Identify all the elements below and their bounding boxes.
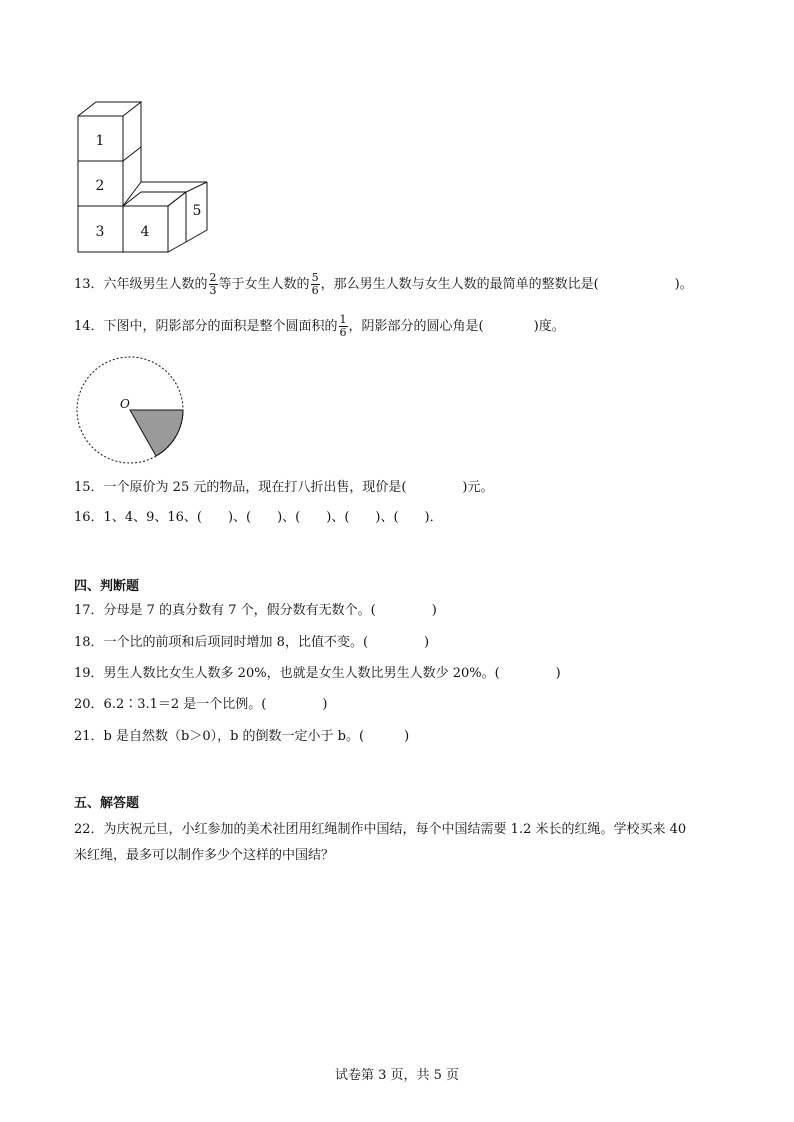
section-heading: 四、判断题: [74, 579, 140, 594]
shaded-sector: [130, 410, 183, 456]
question-18: 18．一个比的前项和后项同时增加 8，比值不变。( ): [74, 635, 430, 650]
question-21: 21．b 是自然数（b＞0），b 的倒数一定小于 b。( ): [74, 729, 410, 744]
question-15: 15．一个原价为 25 元的物品，现在打八折出售，现价是( )元。: [74, 480, 494, 495]
question-13: 13．六年级男生人数的 $\frac{2}{3}$ 等于女生人数的 $\frac{5}{6}$ ，那么男生人数与女生人数的最简单的整数比是( )。: [74, 271, 693, 297]
center-label: O: [120, 397, 130, 411]
question-22-line-1: 22．为庆祝元旦，小红参加的美术社团用红绳制作中国结，每个中国结需要 1.2 米长的红绳。学校买来 40: [74, 822, 687, 837]
cube-label-4: 4: [140, 224, 150, 240]
question-16: 16．1、4、9、16、( )、( )、( )、( )、( )．: [74, 510, 443, 525]
cube-label-5: 5: [192, 203, 202, 219]
section-heading: 五、解答题: [74, 796, 140, 811]
fraction-five-sixths: $\frac{5}{6}$: [311, 271, 319, 297]
cube-label-1: 1: [95, 133, 105, 149]
question-19: 19．男生人数比女生人数多 20%，也就是女生人数比男生人数少 20%。( ): [74, 666, 561, 681]
circle-figure: [72, 356, 190, 468]
question-20: 20．6.2∶3.1＝2 是一个比例。( ): [74, 697, 328, 712]
cube-label-2: 2: [95, 178, 105, 194]
page-footer: 试卷第 3 页，共 5 页: [334, 1068, 460, 1083]
cube-label-3: 3: [95, 224, 105, 240]
cube-figure: [70, 98, 220, 260]
question-22-line-2: 米红绳，最多可以制作多少个这样的中国结？: [74, 848, 335, 863]
question-17: 17．分母是 7 的真分数有 7 个，假分数有无数个。( ): [74, 603, 437, 618]
fraction-one-sixth: $\frac{1}{6}$: [339, 313, 347, 339]
fraction-two-thirds: $\frac{2}{3}$: [209, 271, 217, 297]
question-14: 14．下图中，阴影部分的面积是整个圆面积的 $\frac{1}{6}$ ，阴影部分的圆心角是( )度。: [74, 313, 565, 339]
